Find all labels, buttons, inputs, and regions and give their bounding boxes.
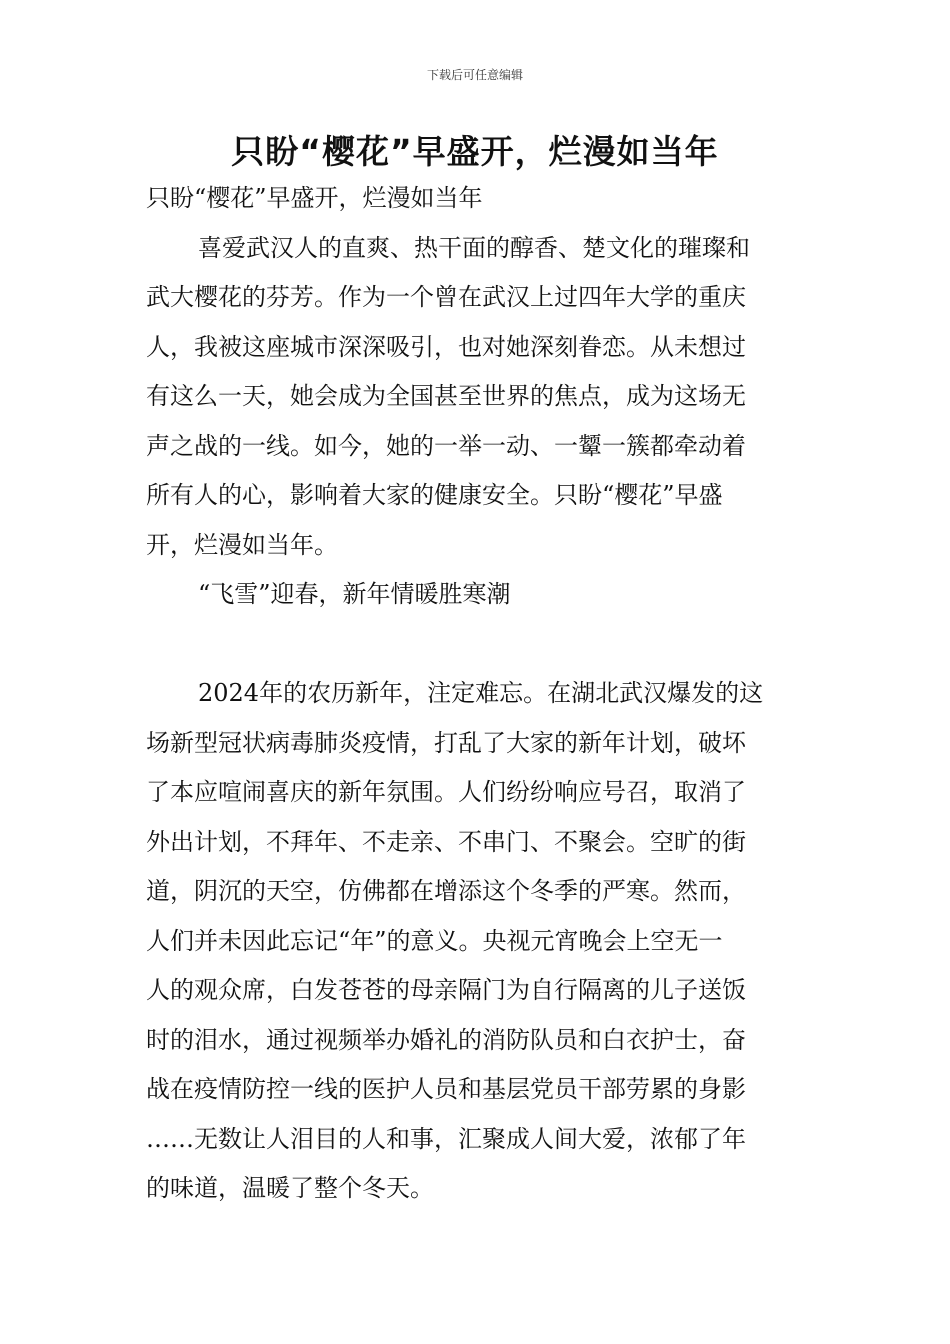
paragraph-line: 2024年的农历新年，注定难忘。在湖北武汉爆发的这 (198, 679, 764, 707)
section-heading: “飞雪”迎春，新年情暖胜寒潮 (198, 580, 511, 608)
blank-line (146, 620, 806, 670)
paragraph-line: 的味道，温暖了整个冬天。 (146, 1174, 434, 1202)
document-title: 只盼“樱花”早盛开，烂漫如当年 (231, 132, 719, 171)
header-note: 下载后可任意编辑 (426, 68, 523, 82)
paragraph-line: 时的泪水，通过视频举办婚礼的消防队员和白衣护士，奋 (146, 1025, 746, 1054)
paragraph-2 (146, 669, 806, 1214)
paragraph-line: 人的观众席，白发苍苍的母亲隔门为自行隔离的儿子送饭 (146, 976, 746, 1004)
paragraph-line: 场新型冠状病毒肺炎疫情，打乱了大家的新年计划，破坏 (146, 728, 746, 757)
paragraph-line: 声之战的一线。如今，她的一举一动、一颦一簇都牵动着 (146, 431, 746, 460)
paragraph-line: 有这么一天，她会成为全国甚至世界的焦点，成为这场无 (146, 382, 746, 410)
paragraph-line: ……无数让人泪目的人和事，汇聚成人间大爱，浓郁了年 (146, 1124, 746, 1153)
paragraph-line: 人们并未因此忘记“年”的意义。央视元宵晚会上空无一 (146, 926, 723, 955)
paragraph-line: 了本应喧闹喜庆的新年氛围。人们纷纷响应号召，取消了 (146, 778, 746, 806)
paragraph-line: 道，阴沉的天空，仿佛都在增添这个冬季的严寒。然而， (146, 877, 746, 905)
paragraph-line: 外出计划，不拜年、不走亲、不串门、不聚会。空旷的街 (146, 827, 746, 856)
paragraph-line: 人，我被这座城市深深吸引，也对她深刻眷恋。从未想过 (146, 332, 746, 361)
paragraph-1 (146, 224, 806, 571)
paragraph-line: 战在疫情防控一线的医护人员和基层党员干部劳累的身影 (146, 1075, 746, 1103)
subtitle: 只盼“樱花”早盛开，烂漫如当年 (146, 184, 483, 212)
paragraph-line: 开，烂漫如当年。 (146, 530, 338, 559)
paragraph-line: 所有人的心，影响着大家的健康安全。只盼“樱花”早盛 (146, 481, 723, 509)
document-body (146, 174, 806, 1214)
paragraph-line: 武大樱花的芬芳。作为一个曾在武汉上过四年大学的重庆 (146, 283, 746, 311)
paragraph-line: 喜爱武汉人的直爽、热干面的醇香、楚文化的璀璨和 (198, 233, 750, 262)
